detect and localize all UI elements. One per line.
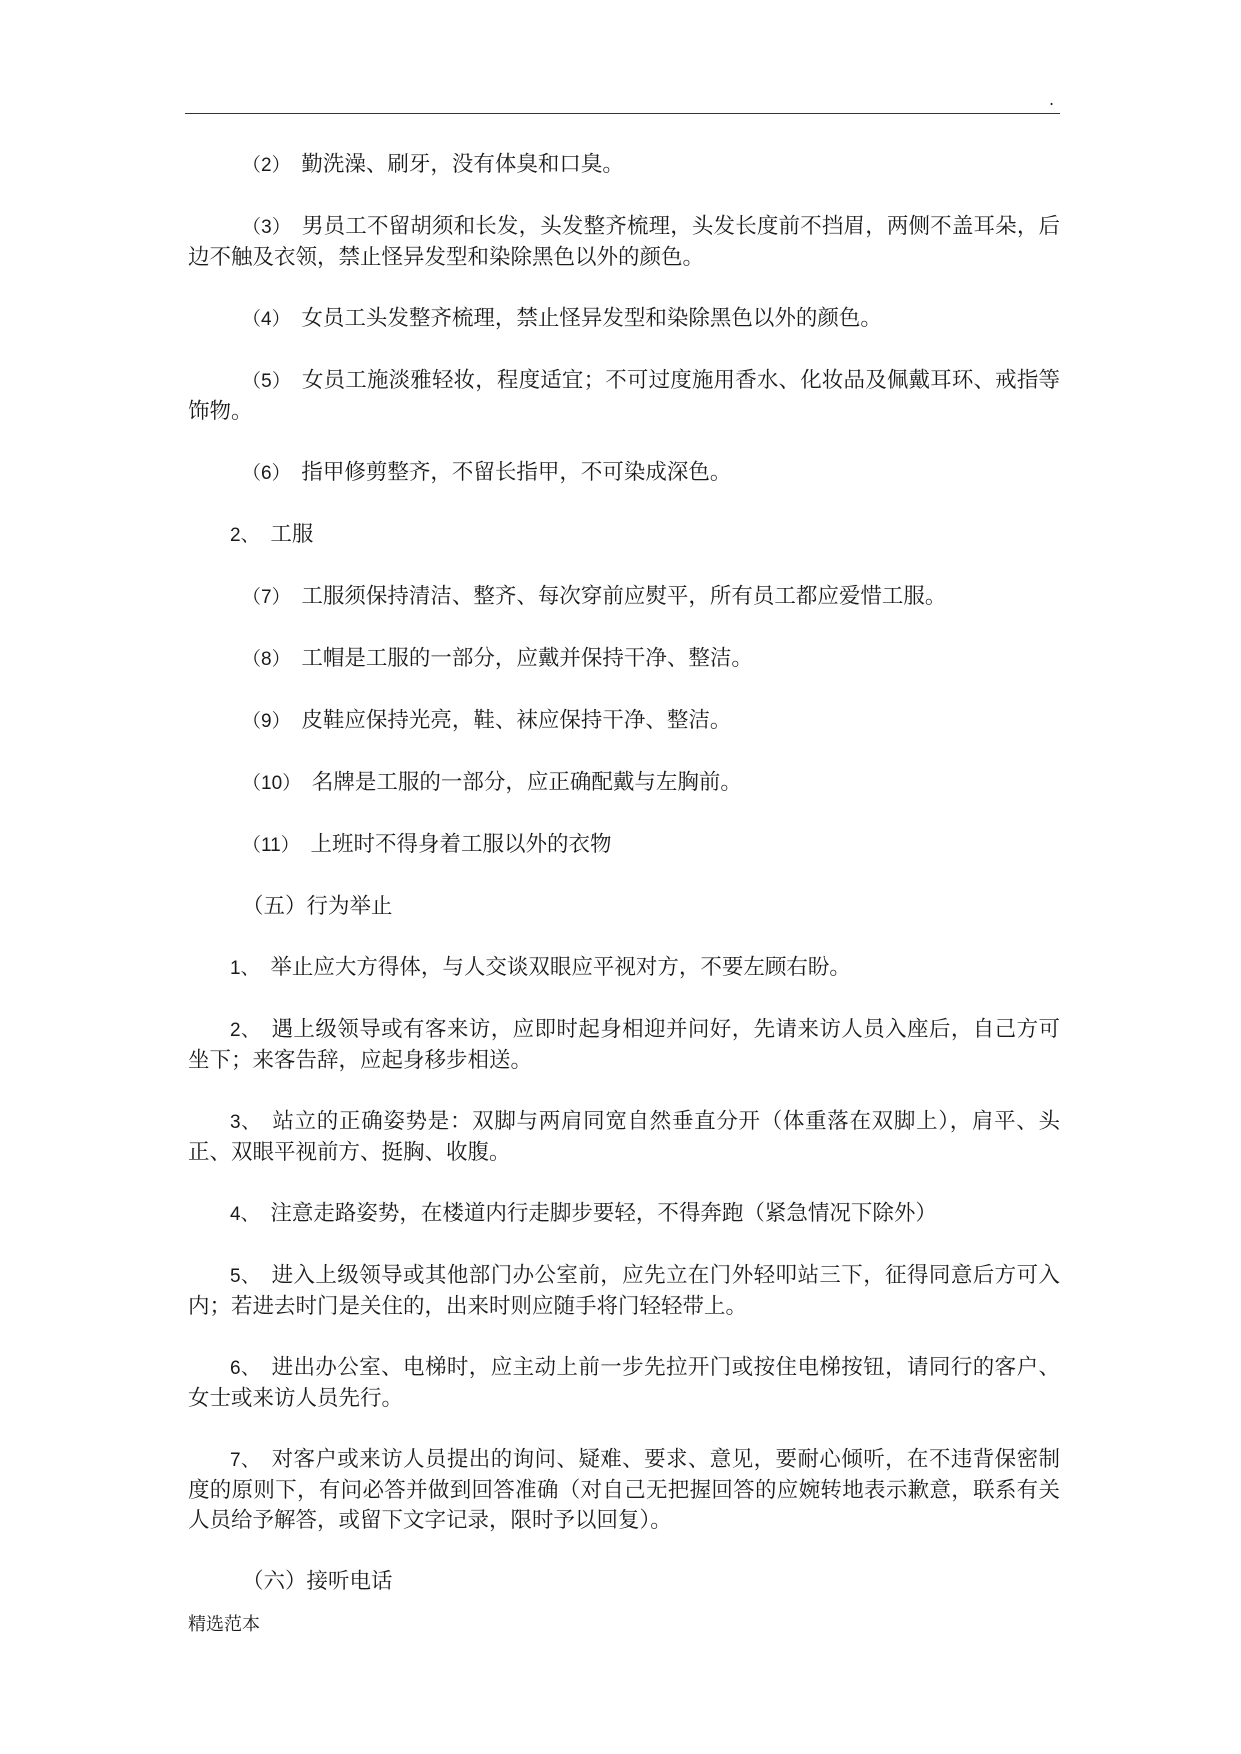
paragraph bbox=[188, 1261, 1060, 1322]
paragraph-text: 皮鞋应保持光亮，鞋、袜应保持干净、整洁。 bbox=[301, 708, 732, 733]
paragraph bbox=[188, 366, 1060, 427]
paragraph-text: 男员工不留胡须和长发，头发整齐梳理，头发长度前不挡眉，两侧不盖耳朵，后边不触及衣领，禁止怪异发型和染除黑色以外的颜色。 bbox=[188, 214, 1060, 270]
paragraph-number: 2、 bbox=[230, 525, 260, 546]
paragraph-text: 注意走路姿势，在楼道内行走脚步要轻，不得奔跑（紧急情况下除外） bbox=[270, 1201, 937, 1226]
paragraph-text: 遇上级领导或有客来访，应即时起身相迎并问好，先请来访人员入座后，自己方可坐下；来客告辞，应起身移步相送。 bbox=[188, 1017, 1060, 1073]
paragraph-text: （五）行为举止 bbox=[242, 894, 393, 919]
document-body bbox=[188, 150, 1060, 1628]
paragraph bbox=[188, 953, 1060, 984]
paragraph-text: 进入上级领导或其他部门办公室前，应先立在门外轻叩站三下，征得同意后方可入内；若进去时门是关住的，出来时则应随手将门轻轻带上。 bbox=[188, 1263, 1060, 1319]
paragraph-text: 指甲修剪整齐，不留长指甲，不可染成深色。 bbox=[301, 460, 732, 485]
paragraph-text: 女员工施淡雅轻妆，程度适宜；不可过度施用香水、化妆品及佩戴耳环、戒指等饰物。 bbox=[188, 368, 1060, 424]
paragraph bbox=[188, 1567, 1060, 1597]
paragraph-text: 名牌是工服的一部分，应正确配戴与左胸前。 bbox=[311, 770, 742, 795]
paragraph-number: （4） bbox=[242, 309, 291, 330]
paragraph-text: 工服 bbox=[270, 522, 314, 547]
paragraph-number: 7、 bbox=[230, 1450, 261, 1471]
paragraph-text: 对客户或来访人员提出的询问、疑难、要求、意见，要耐心倾听，在不违背保密制度的原则下，有问必答并做到回答准确（对自己无把握回答的应婉转地表示歉意，联系有关人员给予解答，或留下文字记录，限时予以回复）。 bbox=[188, 1447, 1060, 1533]
paragraph bbox=[188, 304, 1060, 335]
paragraph-text: 工帽是工服的一部分，应戴并保持干净、整洁。 bbox=[301, 646, 753, 671]
paragraph bbox=[188, 458, 1060, 489]
paragraph-number: （8） bbox=[242, 649, 291, 670]
paragraph bbox=[188, 830, 1060, 861]
paragraph-number: 2、 bbox=[230, 1020, 261, 1041]
paragraph-number: （5） bbox=[242, 371, 292, 392]
paragraph-number: （2） bbox=[242, 155, 291, 176]
paragraph-number: 3、 bbox=[230, 1112, 261, 1133]
paragraph bbox=[188, 1107, 1060, 1168]
paragraph bbox=[188, 520, 1060, 551]
paragraph bbox=[188, 1353, 1060, 1414]
paragraph bbox=[188, 212, 1060, 273]
paragraph-text: 举止应大方得体，与人交谈双眼应平视对方，不要左顾右盼。 bbox=[270, 955, 851, 980]
paragraph-number: 6、 bbox=[230, 1358, 261, 1379]
paragraph-text: 工服须保持清洁、整齐、每次穿前应熨平，所有员工都应爱惜工服。 bbox=[301, 584, 947, 609]
paragraph-number: （3） bbox=[242, 217, 292, 238]
paragraph-number: 1、 bbox=[230, 958, 260, 979]
paragraph bbox=[188, 582, 1060, 613]
paragraph bbox=[188, 706, 1060, 737]
paragraph bbox=[188, 1199, 1060, 1230]
paragraph-text: 站立的正确姿势是：双脚与两肩同宽自然垂直分开（体重落在双脚上），肩平、头正、双眼平视前方、挺胸、收腹。 bbox=[188, 1109, 1060, 1165]
paragraph bbox=[188, 150, 1060, 181]
footer-text: 精选范本 bbox=[188, 1614, 260, 1635]
paragraph-number: （7） bbox=[242, 587, 291, 608]
paragraph-number: 4、 bbox=[230, 1204, 260, 1225]
header-rule bbox=[185, 113, 1060, 114]
paragraph-text: 进出办公室、电梯时，应主动上前一步先拉开门或按住电梯按钮，请同行的客户、女士或来访人员先行。 bbox=[188, 1355, 1060, 1411]
paragraph-text: （六）接听电话 bbox=[242, 1569, 393, 1594]
paragraph-number: （9） bbox=[242, 711, 291, 732]
paragraph-number: （6） bbox=[242, 463, 291, 484]
paragraph-text: 女员工头发整齐梳理，禁止怪异发型和染除黑色以外的颜色。 bbox=[301, 306, 882, 331]
paragraph bbox=[188, 892, 1060, 922]
paragraph bbox=[188, 768, 1060, 799]
paragraph-number: 5、 bbox=[230, 1266, 261, 1287]
paragraph-number: （11） bbox=[242, 835, 300, 856]
paragraph bbox=[188, 1445, 1060, 1536]
paragraph-text: 上班时不得身着工服以外的衣物 bbox=[310, 832, 612, 857]
paragraph-number: （10） bbox=[242, 773, 302, 794]
paragraph-text: 勤洗澡、刷牙，没有体臭和口臭。 bbox=[301, 152, 624, 177]
paragraph bbox=[188, 1015, 1060, 1076]
header-mark: . bbox=[1049, 90, 1055, 109]
paragraph bbox=[188, 644, 1060, 675]
